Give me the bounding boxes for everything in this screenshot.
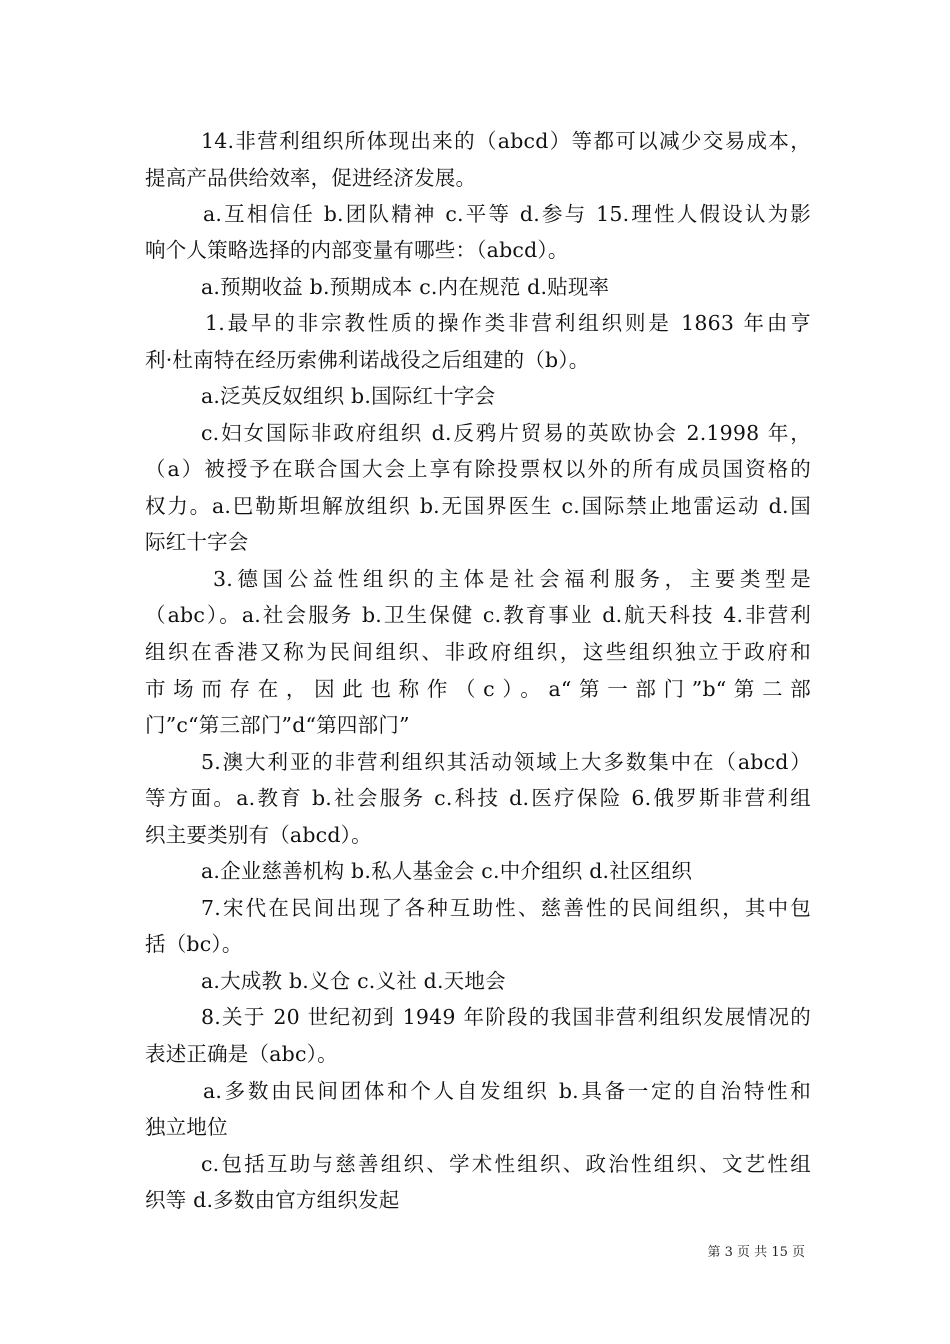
text-line: 提高产品供给效率，促进经济发展。 [145,166,477,190]
text-line: 5.澳大利亚的非营利组织其活动领域上大多数集中在（abcd） [201,750,811,774]
text-line: a.预期收益 b.预期成本 c.内在规范 d.贴现率 [201,275,610,299]
text-line: a.泛英反奴组织 b.国际红十字会 [201,384,496,408]
text-line: 际红十字会 [145,530,249,554]
text-line: 括（bc）。 [145,932,243,956]
text-line: 织等 d.多数由官方组织发起 [145,1188,400,1212]
text-line: 等方面。a.教育 b.社会服务 c.科技 d.医疗保险 6.俄罗斯非营利组 [145,786,811,810]
text-line: 市场而存在，因此也称作（c）。a“第一部门”b“第二部 [145,677,811,701]
text-line: 表述正确是（abc）。 [145,1042,338,1066]
text-line: 8.关于 20 世纪初到 1949 年阶段的我国非营利组织发展情况的 [201,1005,811,1029]
text-line: c.妇女国际非政府组织 d.反鸦片贸易的英欧协会 2.1998 年， [201,421,811,445]
page-number-footer: 第 3 页 共 15 页 [707,1245,805,1260]
text-line: 利·杜南特在经历索佛利诺战役之后组建的（b）。 [145,348,590,372]
text-line: （a）被授予在联合国大会上享有除投票权以外的所有成员国资格的 [145,457,811,481]
text-line: 3.德国公益性组织的主体是社会福利服务，主要类型是 [213,567,811,591]
text-line: 7.宋代在民间出现了各种互助性、慈善性的民间组织，其中包 [201,896,811,920]
text-line: a.企业慈善机构 b.私人基金会 c.中介组织 d.社区组织 [201,859,693,883]
text-line: 织主要类别有（abcd）。 [145,823,372,847]
text-line: （abc）。a.社会服务 b.卫生保健 c.教育事业 d.航天科技 4.非营利 [145,603,811,627]
text-line: 权力。a.巴勒斯坦解放组织 b.无国界医生 c.国际禁止地雷运动 d.国 [145,494,811,518]
text-line: 14.非营利组织所体现出来的（abcd）等都可以减少交易成本， [201,129,811,153]
text-line: c.包括互助与慈善组织、学术性组织、政治性组织、文艺性组 [201,1152,811,1176]
text-line: a.互相信任 b.团队精神 c.平等 d.参与 15.理性人假设认为影 [203,202,811,226]
text-line: 门”c“第三部门”d“第四部门” [145,713,410,737]
text-line: a.大成教 b.义仓 c.义社 d.天地会 [201,969,506,993]
text-line: 1.最早的非宗教性质的操作类非营利组织则是 1863 年由亨 [205,311,811,335]
text-line: 响个人策略选择的内部变量有哪些：（abcd）。 [145,238,569,262]
text-line: 组织在香港又称为民间组织、非政府组织，这些组织独立于政府和 [145,640,811,664]
text-line: 独立地位 [145,1115,228,1139]
text-line: a.多数由民间团体和个人自发组织 b.具备一定的自治特性和 [203,1079,811,1103]
